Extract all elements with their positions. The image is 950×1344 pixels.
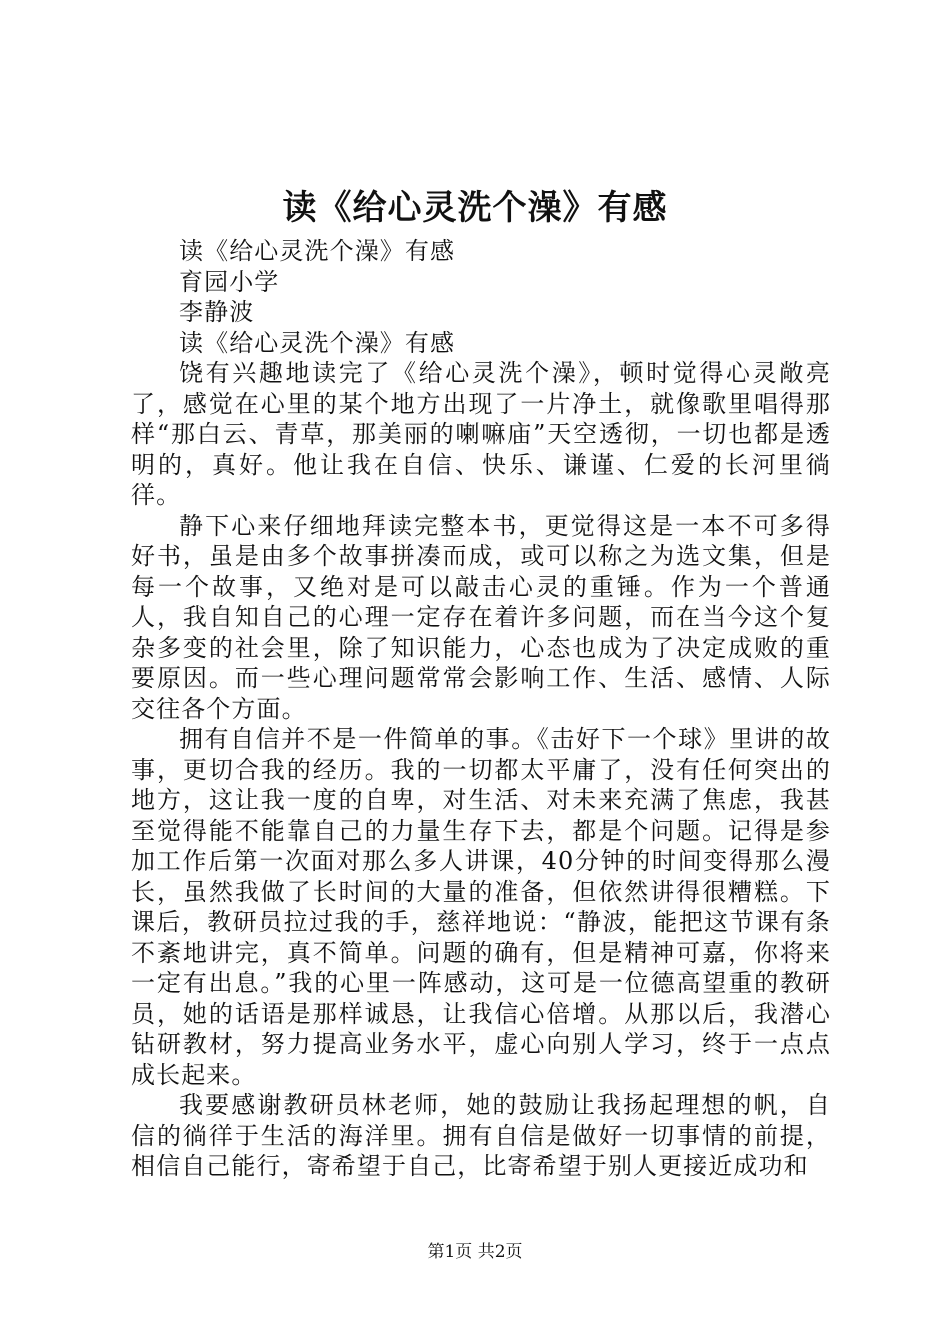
document-title: 读《给心灵洗个澡》有感 bbox=[282, 188, 668, 228]
paragraph-1: 饶有兴趣地读完了《给心灵洗个澡》，顿时觉得心灵敞亮了，感觉在心里的某个地方出现了一片净土，就像歌里唱得那样“那白云、青草，那美丽的喇嘛庙”天空透彻，一切也都是透明的，真好。他让我在自信、快乐、谦谨、仁爱的长河里徜徉。 bbox=[131, 359, 831, 509]
page-footer: 第1页 共2页 bbox=[427, 1242, 523, 1262]
document-body bbox=[131, 236, 831, 1182]
heading-line-title-repeat: 读《给心灵洗个澡》有感 bbox=[179, 328, 456, 357]
heading-line-school: 育园小学 bbox=[179, 267, 280, 296]
heading-line-title: 读《给心灵洗个澡》有感 bbox=[179, 237, 456, 265]
heading-line-author: 李静波 bbox=[179, 298, 255, 326]
paragraph-3: 拥有自信并不是一件简单的事。《击好下一个球》里讲的故事，更切合我的经历。我的一切都太平庸了，没有任何突出的地方，这让我一度的自卑，对生活、对未来充满了焦虑，我甚至觉得能不能靠自己的力量生存下去，都是个问题。记得是参加工作后第一次面对那么多人讲课，40分钟的时间变得那么漫长，虽然我做了长时间的大量的准备，但依然讲得很糟糕。下课后，教研员拉过我的手，慈祥地说：“静波，能把这节课有条不紊地讲完，真不简单。问题的确有，但是精神可嘉，你将来一定有出息。”我的心里一阵感动，这可是一位德高望重的教研员，她的话语是那样诚恳，让我信心倍增。从那以后，我潜心钻研教材，努力提高业务水平，虚心向别人学习，终于一点点成长起来。 bbox=[131, 725, 831, 1089]
paragraph-2: 静下心来仔细地拜读完整本书，更觉得这是一本不可多得好书，虽是由多个故事拼凑而成，或可以称之为选文集，但是每一个故事，又绝对是可以敲击心灵的重锤。作为一个普通人，我自知自己的心理一定存在着许多问题，而在当今这个复杂多变的社会里，除了知识能力，心态也成为了决定成败的重要原因。而一些心理问题常常会影响工作、生活、感情、人际交往各个方面。 bbox=[131, 511, 831, 723]
paragraph-4: 我要感谢教研员林老师，她的鼓励让我扬起理想的帆，自信的徜徉于生活的海洋里。拥有自信是做好一切事情的前提，相信自己能行，寄希望于自己，比寄希望于别人更接近成功和 bbox=[131, 1091, 831, 1180]
